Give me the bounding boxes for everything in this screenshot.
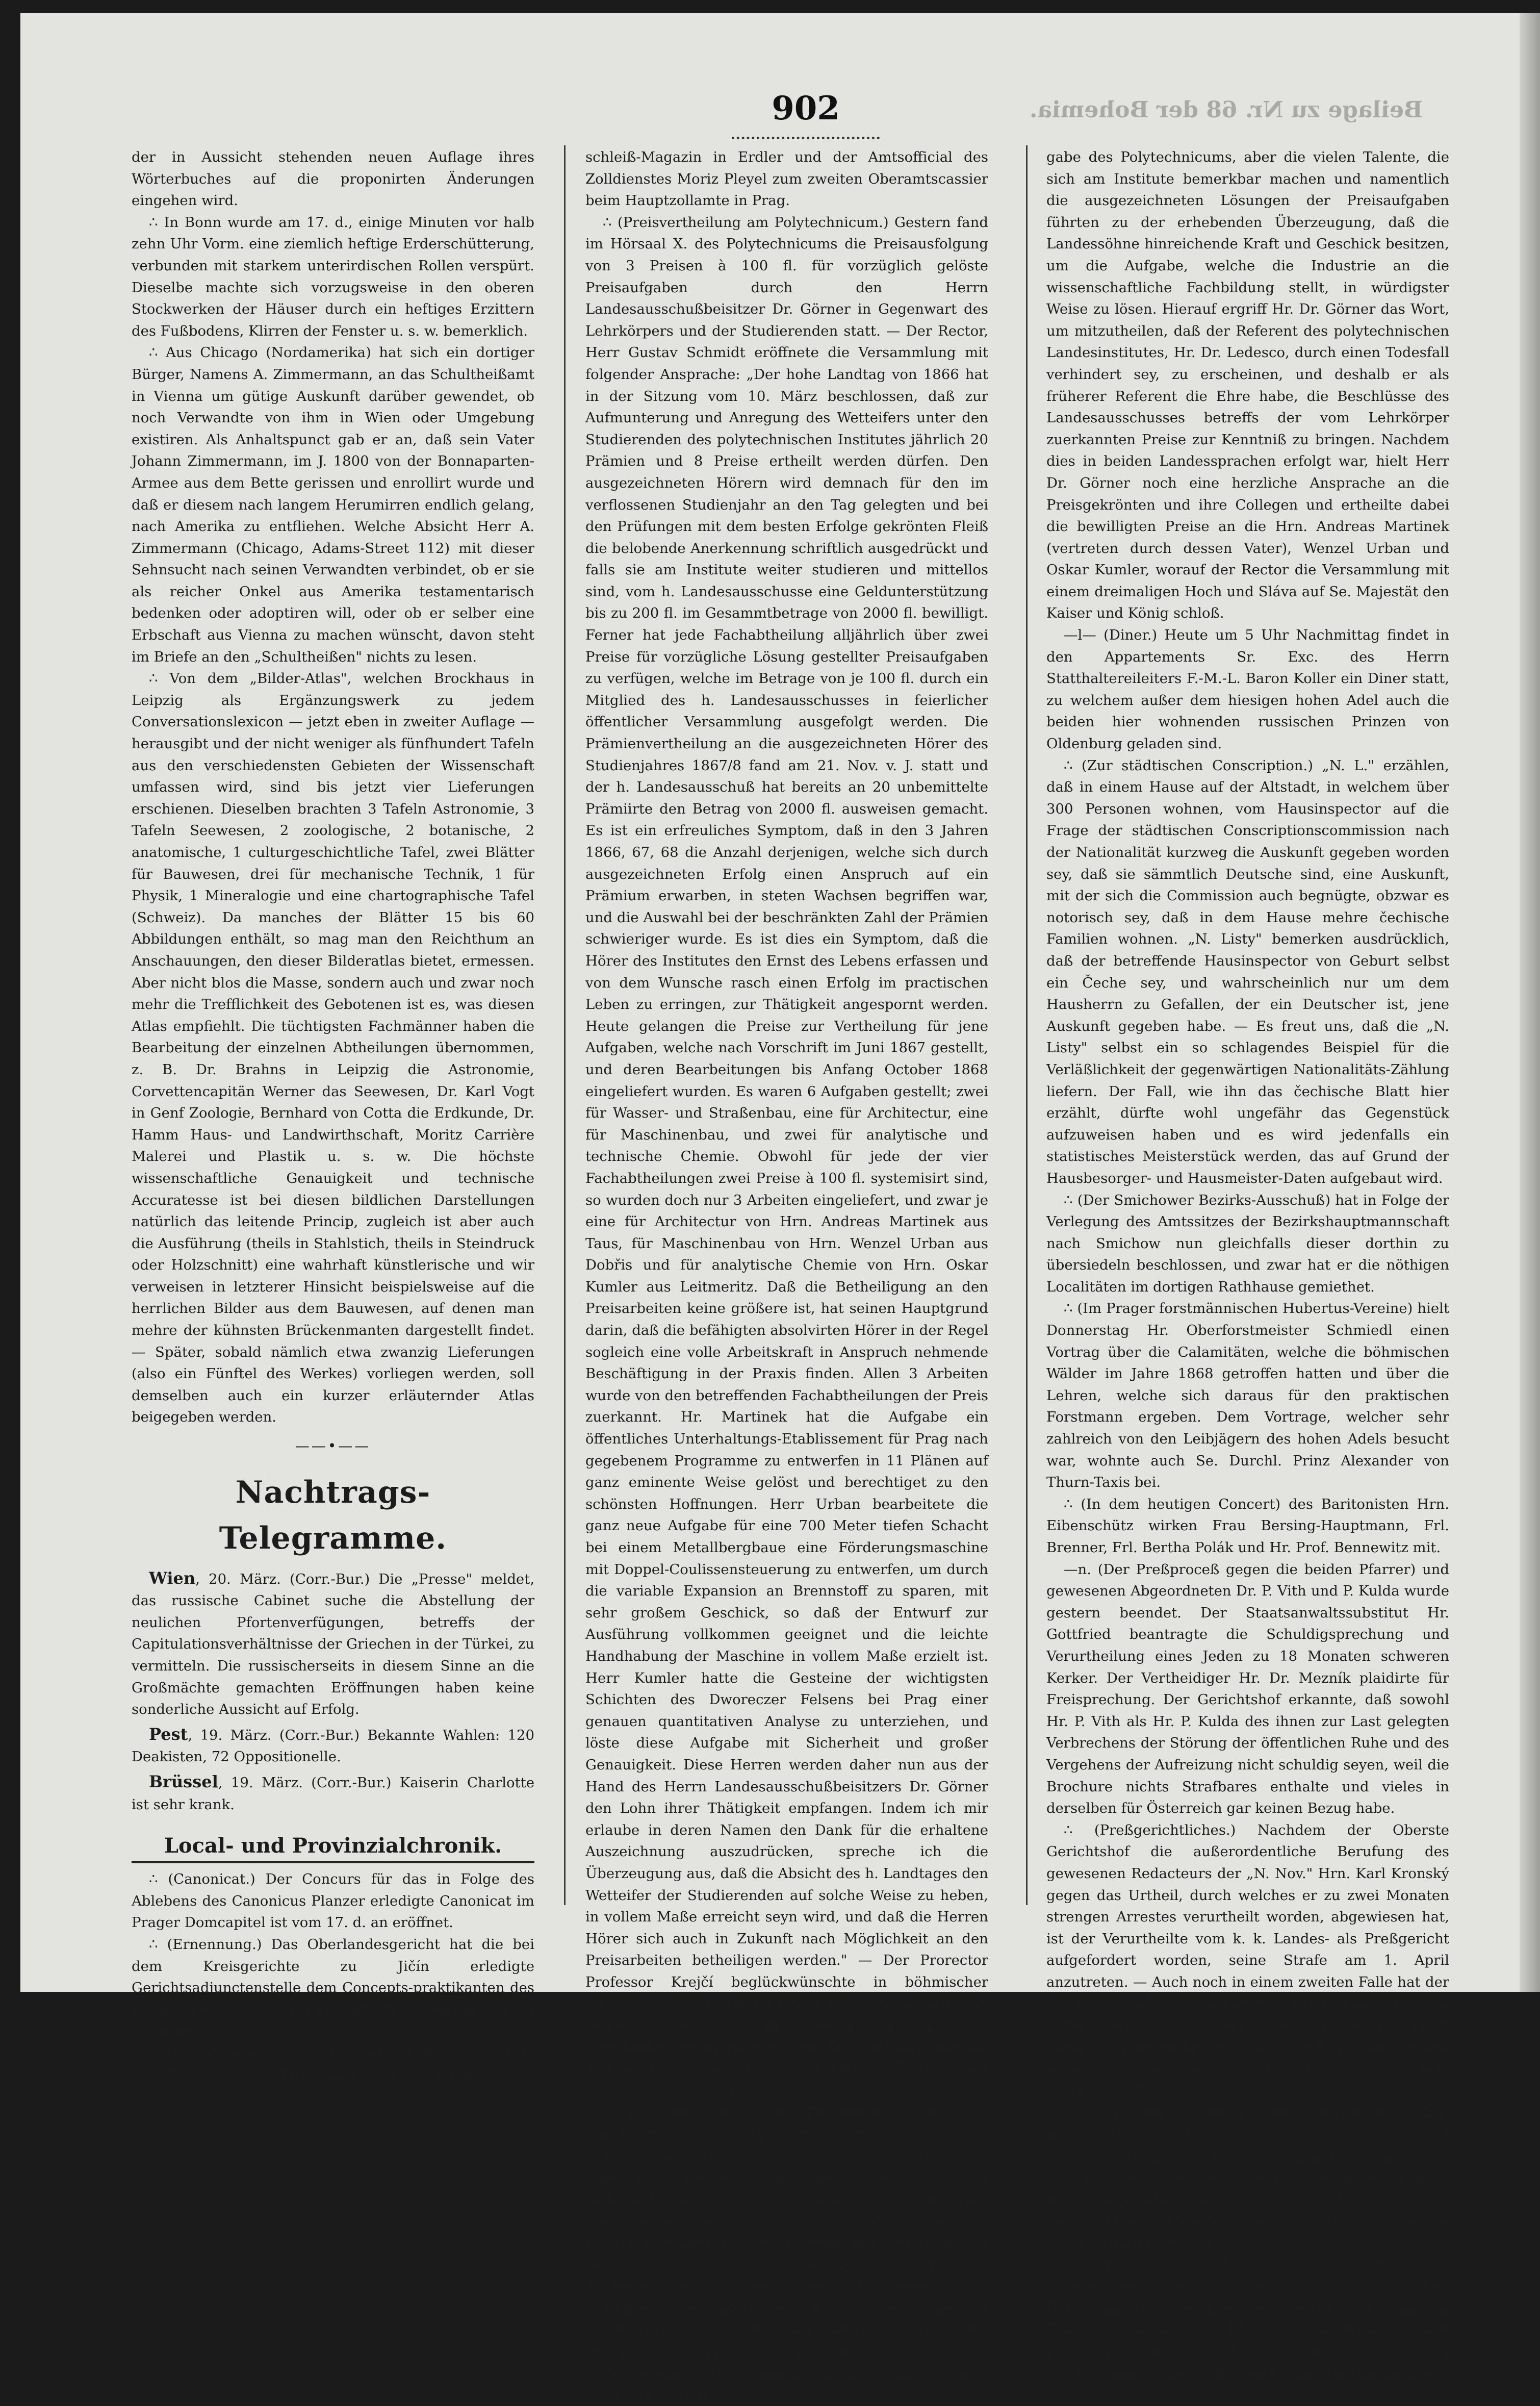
- article-paragraph: ∴ Von dem „Bilder-Atlas", welchen Brockhaus in Leipzig als Ergänzungswerk zu jedem Conversationslexicon — jetzt eben in zweiter Auflage — herausgibt und der nicht weniger als fünfhundert Tafeln aus den verschiedensten Gebieten der Wissenschaft umfassen wird, sind bis jetzt vier Lieferungen erschienen. Dieselben brachten 3 Tafeln Astronomie, 3 Tafeln Seewesen, 2 zoologische, 2 botanische, 2 anatomische, 1 culturgeschichtliche Tafel, zwei Blätter für Bauwesen, drei für mechanische Technik, 1 für Physik, 1 Mineralogie und eine chartographische Tafel (Schweiz). Da manches der Blätter 15 bis 60 Abbildungen enthält, so mag man den Reichthum an Anschauungen, den dieser Bilderatlas bietet, ermessen. Aber nicht blos die Masse, sondern auch und zwar noch mehr die Trefflichkeit des Gebotenen ist es, was diesen Atlas empfiehlt. Die tüchtigsten Fachmänner haben die Bearbeitung der einzelnen Abtheilungen übernommen, z. B. Dr. Brahns in Leipzig die Astronomie, Corvettencapitän Werner das Seewesen, Dr. Karl Vogt in Genf Zoologie, Bernhard von Cotta die Erdkunde, Dr. Hamm Haus- und Landwirthschaft, Moritz Carrière Malerei und Plastik u. s. w. Die höchste wissenschaftliche Genauigkeit und technische Accuratesse ist bei diesen bildlichen Darstellungen natürlich das leitende Princip, zugleich ist aber auch die Ausführung (theils in Stahlstich, theils in Steindruck oder Holzschnitt) eine wahrhaft künstlerische und wir verweisen in letzterer Hinsicht beispielsweise auf die herrlichen Bilder aus dem Bauwesen, auf denen man mehre der kühnsten Brückenmanten dargestellt findet. — Später, sobald nämlich etwa zwanzig Lieferungen (also ein Fünftel des Werkes) vorliegen werden, soll demselben auch ein kurzer erläuternder Atlas beigegeben werden.: [132, 670, 534, 1426]
- article-paragraph: der in Aussicht stehenden neuen Auflage ihres Wörterbuches auf die proponirten Änderungen eingehen wird.: [132, 149, 534, 209]
- article-paragraph: ∴ (In dem heutigen Concert) des Baritonisten Hrn. Eibenschütz wirken Frau Bersing-Hauptmann, Frl. Brenner, Frl. Bertha Polák und Hr. Prof. Bennewitz mit.: [1046, 1496, 1449, 1556]
- column-right: [1046, 146, 1449, 2382]
- telegram-item: [132, 1771, 534, 1815]
- column-divider: [564, 145, 566, 1905]
- page-number: 902: [772, 89, 840, 128]
- article-paragraph: ∴ (Canonicat.) Der Concurs für das in Folge des Ablebens des Canonicus Planzer erledigte Canonicat im Prager Domcapitel ist vom 17. d. an eröffnet.: [132, 1871, 534, 1931]
- article-paragraph: ∴ (Zur städtischen Conscription.) „N. L." erzählen, daß in einem Hause auf der Altstadt, in welchem über 300 Personen wohnen, vom Hausinspector auf die Frage der städtischen Conscriptionscommission nach der Nationalität kurzweg die Auskunft gegeben worden sey, daß sie sämmtlich Deutsche sind, eine Auskunft, mit der sich die Commission auch begnügte, obzwar es notorisch sey, daß in dem Hause mehre čechische Familien wohnen. „N. Listy" bemerken ausdrücklich, daß der betreffende Hausinspector von Geburt selbst ein Čeche sey, und wahrscheinlich nur um dem Hausherrn zu Gefallen, der ein Deutscher ist, jene Auskunft gegeben habe. — Es freut uns, daß die „N. Listy" selbst ein so schlagendes Beispiel für die Verläßlichkeit der gegenwärtigen Nationalitäts-Zählung liefern. Der Fall, wie ihn das čechische Blatt hier erzählt, dürfte wohl ungefähr das Gegenstück aufzuweisen haben und es wird jedenfalls ein statistisches Meisterstück werden, das auf Grund der Hausbesorger- und Hausmeister-Daten aufgebaut wird.: [1046, 757, 1449, 1186]
- column-middle: [585, 146, 988, 2403]
- chronicle-section-heading: Local- und Provinzialchronik.: [132, 1831, 534, 1863]
- column-divider: [1026, 145, 1028, 1905]
- page-edge-shadow: [1520, 13, 1540, 1992]
- telegram-place: Brüssel: [149, 1771, 218, 1791]
- telegram-place: Pest: [149, 1724, 188, 1744]
- column-left: [132, 146, 534, 2083]
- article-paragraph: schleiß-Magazin in Erdler und der Amtsofficial des Zolldienstes Moriz Pleyel zum zweiten Oberamtscassier beim Hauptzollamte in Prag.: [585, 149, 988, 209]
- bleed-through-header: Beilage zu Nr. 68 der Bohemia.: [1030, 97, 1423, 123]
- article-paragraph: ∴ Aus Chicago (Nordamerika) hat sich ein dortiger Bürger, Namens A. Zimmermann, an das Schultheißamt in Vienna um gütige Auskunft darüber gewendet, ob noch Verwandte von ihm in Wien oder Umgebung existiren. Als Anhaltspunct gab er an, daß sein Vater Johann Zimmermann, im J. 1800 von der Bonnaparten-Armee aus dem Bette gerissen und enrollirt wurde und daß er diesem nach langem Herumirren endlich gelang, nach Amerika zu entfliehen. Welche Absicht Herr A. Zimmermann (Chicago, Adams-Street 112) mit dieser Sehnsucht nach seinen Verwandten verbindet, ob er sie als reicher Onkel aus Amerika testamentarisch bedenken oder adoptiren will, oder ob er selber eine Erbschaft aus Vienna zu machen wünscht, davon steht im Briefe an den „Schultheißen" nichts zu lesen.: [132, 344, 534, 665]
- article-paragraph: ∴ (Preisvertheilung am Polytechnicum.) Gestern fand im Hörsaal X. des Polytechnicums die Preisausfolgung von 3 Preisen à 100 fl. für vorzüglich gelöste Preisaufgaben durch den Herrn Landesausschußbeisitzer Dr. Görner in Gegenwart des Lehrkörpers und der Studierenden statt. — Der Rector, Herr Gustav Schmidt eröffnete die Versammlung mit folgender Ansprache: „Der hohe Landtag von 1866 hat in der Sitzung vom 10. März beschlossen, daß zur Aufmunterung und Anregung des Wetteifers unter den Studierenden des polytechnischen Institutes jährlich 20 Prämien und 8 Preise ertheilt werden dürfen. Den ausgezeichneten Hörern wird demnach für den im verflossenen Studienjahr an den Tag gelegten und bei den Prüfungen mit dem besten Erfolge gekrönten Fleiß die belobende Anerkennung schriftlich ausgedrückt und falls sie am Institute weiter studieren und mittellos sind, vom h. Landesausschusse eine Geldunterstützung bis zu 200 fl. im Gesammtbetrage von 2000 fl. bewilligt. Ferner hat jede Fachabtheilung alljährlich über zwei Preise für vorzügliche Lösung gestellter Preisaufgaben zu verfügen, welche im Betrage von je 100 fl. durch ein Mitglied des h. Landesausschusses in feierlicher öffentlicher Versammlung ausgefolgt werden. Die Prämienvertheilung an die ausgezeichneten Hörer des Studienjahres 1867/8 fand am 21. Nov. v. J. statt und der h. Landesausschuß hat bereits an 20 unbemittelte Prämiirte den Betrag von 2000 fl. ausweisen gemacht. Es ist ein erfreuliches Symptom, daß in den 3 Jahren 1866, 67, 68 die Anzahl derjenigen, welche sich durch ausgezeichneten Erfolg einen Anspruch auf ein Prämium erwarben, in steten Wachsen begriffen war, und die Auswahl bei der beschränkten Zahl der Prämien schwieriger wurde. Es ist dies ein Symptom, daß die Hörer des Institutes den Ernst des Lebens erfassen und von dem Wunsche rasch einen Erfolg im practischen Leben zu erringen, zur Thätigkeit angespornt werden. Heute gelangen die Preise zur Vertheilung für jene Aufgaben, welche nach Vorschrift im Juni 1867 gestellt, und deren Bearbeitungen bis Anfang October 1868 eingeliefert wurden. Es waren 6 Aufgaben gestellt; zwei für Wasser- und Straßenbau, eine für Architectur, eine für Maschinenbau, und zwei für analytische und technische Chemie. Obwohl für jede der vier Fachabtheilungen zwei Preise à 100 fl. systemisirt sind, so wurden doch nur 3 Arbeiten eingeliefert, und zwar je eine für Architectur von Hrn. Andreas Martinek aus Taus, für Maschinenbau von Hrn. Wenzel Urban aus Dobřis und für analytische Chemie von Hrn. Oskar Kumler aus Leitmeritz. Daß die Betheiligung an den Preisarbeiten keine größere ist, hat seinen Hauptgrund darin, daß die befähigten absolvirten Hörer in der Regel sogleich eine volle Arbeitskraft in Anspruch nehmende Beschäftigung in der Praxis finden. Allen 3 Arbeiten wurde von den betreffenden Fachabtheilungen der Preis zuerkannt. Hr. Martinek hat die Aufgabe ein öffentliches Unterhaltungs-Etablissement für Prag nach gegebenem Programme zu entwerfen in 11 Plänen auf ganz eminente Weise gelöst und berechtiget zu den schönsten Hoffnungen. Herr Urban bearbeitete die ganz neue Aufgabe für eine 700 Meter tiefen Schacht bei einem Metallbergbaue eine Förderungsmaschine mit Doppel-Coulissensteuerung zu entwerfen, um durch die variable Expansion an Brennstoff zu sparen, mit sehr großem Geschick, so daß der Entwurf zur Ausführung vollkommen geeignet und die leichte Handhabung der Maschine in vollem Maße erzielt ist. Herr Kumler hatte die Gesteine der wichtigsten Schichten des Dworeczer Felsens bei Prag einer genauen quantitativen Analyse zu unterziehen, und löste diese Aufgabe mit Sicherheit und großer Genauigkeit. Diese Herren werden daher nun aus der Hand des Herrn Landesausschußbeisitzers Dr. Görner den Lohn ihrer Thätigkeit empfangen. Indem ich mir erlaube in deren Namen den Dank für die erhaltene Auszeichnung auszudrücken, spreche ich die Überzeugung aus, daß die Absicht des h. Landtages den Wetteifer der Studierenden auf solche Weise zu heben, in vollem Maße erreicht seyn wird, und daß die Herren Hörer sich auch in Zukunft nach Möglichkeit an den Preisarbeiten betheiligen werden." — Der Prorector Professor Krejčí beglückwünschte in böhmischer Sprache die Preisbewerber und munterte sie auf, den betretenen Weg zur Ehre des Instituts und des Vaterlandes weiter zu verfolgen. Er führte aus, wie das polytechnische Institut schon in früheren Zeiten unter ungünstigeren Verhältnissen eine große Reihe ausgezeichneter technischer Fachmänner aussendete, und wie nun nach erfolgter Organisirung des Institutes auf erweiterter wissenschaftlicher Basis, die Einwirkung desselben auf den Aufschwung der technischen Arbeiten und der Industrie noch intensiver und segensreicher seyn könne. Der gute Ruf, den die Prager Techniker bei den Eisenbahnen genießen, der Antheil, den sie auf den Aufschwung der einheimischen Zuckerfabrication, des Eisenhüttenwesens, des Maschinenbaues haben, berechtige zu den schönsten Hoffnungen, und namentlich seyen es auch die Architektur-Zöglinge, von denen man eine Belebung des architektonischen Geschmackes im Vaterlande erwarte. Groß und würdig sey die Auf-: [585, 214, 988, 2403]
- article-paragraph: ∴ (Ernennung.) Das Oberlandesgericht hat die bei dem Kreisgerichte zu Jičín erledigte Gerichtsadjunctenstelle dem Concepts-praktikanten des Magistrates der k. Hauptstadt Prag Johann Chlum verliehen.: [132, 1936, 534, 2040]
- article-paragraph: ∴ (Preßgerichtliches.) Nachdem der Oberste Gerichtshof die außerordentliche Berufung des gewesenen Redacteurs der „N. Nov." Hrn. Karl Kronský gegen das Urtheil, durch welches er zu zwei Monaten strengen Arrestes verurtheilt worden, abgewiesen hat, ist der Verurtheilte vom k. k. Landes- als Preßgericht aufgefordert worden, seine Strafe am 1. April anzutreten. — Auch noch in einem zweiten Falle hat der Oberste Gerichtshof die von Hrn. Kronský eingebrachte außerordentliche Berufung verworfen und das auf 6 Monate schweren Kerker nebst 300 fl. Cautionsverlust lautende Urtheil bestätigt. Die neulich von einem hiesigen Blatte gebrachte Nachricht, daß der Oberste Gerichtshof das Erkenntniß des Oberlandesgerichts, womit Hr. Ignaz Schick wegen des in der „Correspondenz" erschienenen „Landtagsständeleien" zu 4 Monaten Arrest verurtheilt wurde, bestätigt habe, war unbegründet; wie die „Pr. Ztg." nunmehr meldet, hat der Oberste Gerichtshof im Gegentheil Hrn. Schick „nicht schuldig" erklärt.: [1046, 1821, 1449, 2251]
- article-paragraph: —l— (Diner.) Heute um 5 Uhr Nachmittag findet in den Appartements Sr. Exc. des Herrn Statthaltereileiters F.-M.-L. Baron Koller ein Diner statt, zu welchem außer dem hiesigen hohen Adel auch die beiden hier wohnenden russischen Prinzen von Oldenburg geladen sind.: [1046, 627, 1449, 752]
- telegram-section-heading: Nachtrags-Telegramme.: [219, 1474, 447, 1556]
- telegram-item: [132, 1724, 534, 1768]
- article-paragraph: ∴ In Bonn wurde am 17. d., einige Minuten vor halb zehn Uhr Vorm. eine ziemlich heftige Erderschütterung, verbunden mit starkem unterirdischen Rollen verspürt. Dieselbe machte sich vorzugsweise in den oberen Stockwerken der Häuser durch ein heftiges Erzittern des Fußbodens, Klirren der Fenster u. s. w. bemerklich.: [132, 214, 534, 339]
- article-paragraph: gabe des Polytechnicums, aber die vielen Talente, die sich am Institute bemerkbar machen und namentlich die ausgezeichneten Lösungen der Preisaufgaben führten zu der erhebenden Überzeugung, daß die Landessöhne hinreichende Kraft und Geschick besitzen, um die Aufgabe, welche die Industrie an die wissenschaftliche Fachbildung stellt, in würdigster Weise zu lösen. Hierauf ergriff Hr. Dr. Görner das Wort, um mitzutheilen, daß der Referent des polytechnischen Landesinstitutes, Hr. Dr. Ledesco, durch einen Todesfall verhindert sey, zu erscheinen, und deshalb er als früherer Referent die Ehre habe, die Beschlüsse des Landesausschusses betreffs der vom Lehrkörper zuerkannten Preise zur Kenntniß zu bringen. Nachdem dies in beiden Landessprachen erfolgt war, hielt Herr Dr. Görner noch eine herzliche Ansprache an die Preisgekrönten und ihre Collegen und ertheilte dabei die bewilligten Preise an die Hrn. Andreas Martinek (vertreten durch dessen Vater), Wenzel Urban und Oskar Kumler, worauf der Rector die Versammlung mit einem dreimaligen Hoch und Sláva auf Se. Majestät den Kaiser und König schloß.: [1046, 149, 1449, 622]
- article-paragraph: ∴ Der ungarische Steuereinnehmer Bruno Clement zum Controlor beim Tabak- und Stempelmarkenver-: [132, 2044, 534, 2083]
- newspaper-page: [20, 13, 1520, 2403]
- section-ornament: ——•——: [295, 1437, 371, 1455]
- page-number-ornament: [732, 133, 880, 139]
- telegram-item: [132, 1567, 534, 1720]
- article-paragraph: ∴ (Gutsfeilbietung.) Da sich bei der am 10. d. abgehaltenen zweiten Tagfahrt zur executiven Feilbietung des den Eheleuten Joseph und Franciska Teschel gehörigen landtäflichen Gutes Střednice kein Kauflustiger gemeldet hat, so verbleibt es bei der am 15. April angeordneten dritten Feilbietungstagsatzung.: [1046, 2256, 1449, 2382]
- telegram-place: Wien: [149, 1568, 196, 1588]
- article-paragraph: —n. (Der Preßproceß gegen die beiden Pfarrer) und gewesenen Abgeordneten Dr. P. Vith und P. Kulda wurde gestern beendet. Der Staatsanwaltssubstitut Hr. Gottfried beantragte die Schuldigsprechung und Verurtheilung eines Jeden zu 18 Monaten schweren Kerker. Der Vertheidiger Hr. Dr. Mezník plaidirte für Freisprechung. Der Gerichtshof erkannte, daß sowohl Hr. P. Vith als Hr. P. Kulda des ihnen zur Last gelegten Verbrechens der Störung der öffentlichen Ruhe und des Vergehens der Aufreizung nicht schuldig seyen, weil die Brochure nichts Strafbares enthalte und vieles in derselben für Österreich gar keinen Bezug habe.: [1046, 1561, 1449, 1817]
- telegram-text: , 19. März. (Corr.-Bur.) Kaiserin Charlotte ist sehr krank.: [132, 1774, 534, 1813]
- article-paragraph: ∴ (Im Prager forstmännischen Hubertus-Vereine) hielt Donnerstag Hr. Oberforstmeister Schmiedl einen Vortrag über die Calamitäten, welche die böhmischen Wälder im Jahre 1868 getroffen hatten und über die Lehren, welche sich daraus für den praktischen Forstmann ergeben. Dem Vortrage, welcher sehr zahlreich von den Leibjägern des hohen Adels besucht war, wohnte auch Se. Durchl. Prinz Alexander von Thurn-Taxis bei.: [1046, 1300, 1449, 1491]
- article-paragraph: ∴ (Der Smichower Bezirks-Ausschuß) hat in Folge der Verlegung des Amtssitzes der Bezirkshauptmannschaft nach Smichow nun gleichfalls dieser dorthin zu übersiedeln beschlossen, und zwar hat er die nöthigen Localitäten im dortigen Rathhause gemiethet.: [1046, 1192, 1449, 1295]
- telegram-text: , 19. März. (Corr.-Bur.) Bekannte Wahlen: 120 Deakisten, 72 Oppositionelle.: [132, 1727, 534, 1765]
- telegram-text: , 20. März. (Corr.-Bur.) Die „Presse" meldet, das russische Cabinet suche die Abstellung der neulichen Pfortenverfügungen, betreffs der Capitulationsverhältnisse der Griechen in der Türkei, zu vermitteln. Die russischerseits in diesem Sinne an die Großmächte gemachten Eröffnungen haben keine sonderliche Aussicht auf Erfolg.: [132, 1571, 534, 1718]
